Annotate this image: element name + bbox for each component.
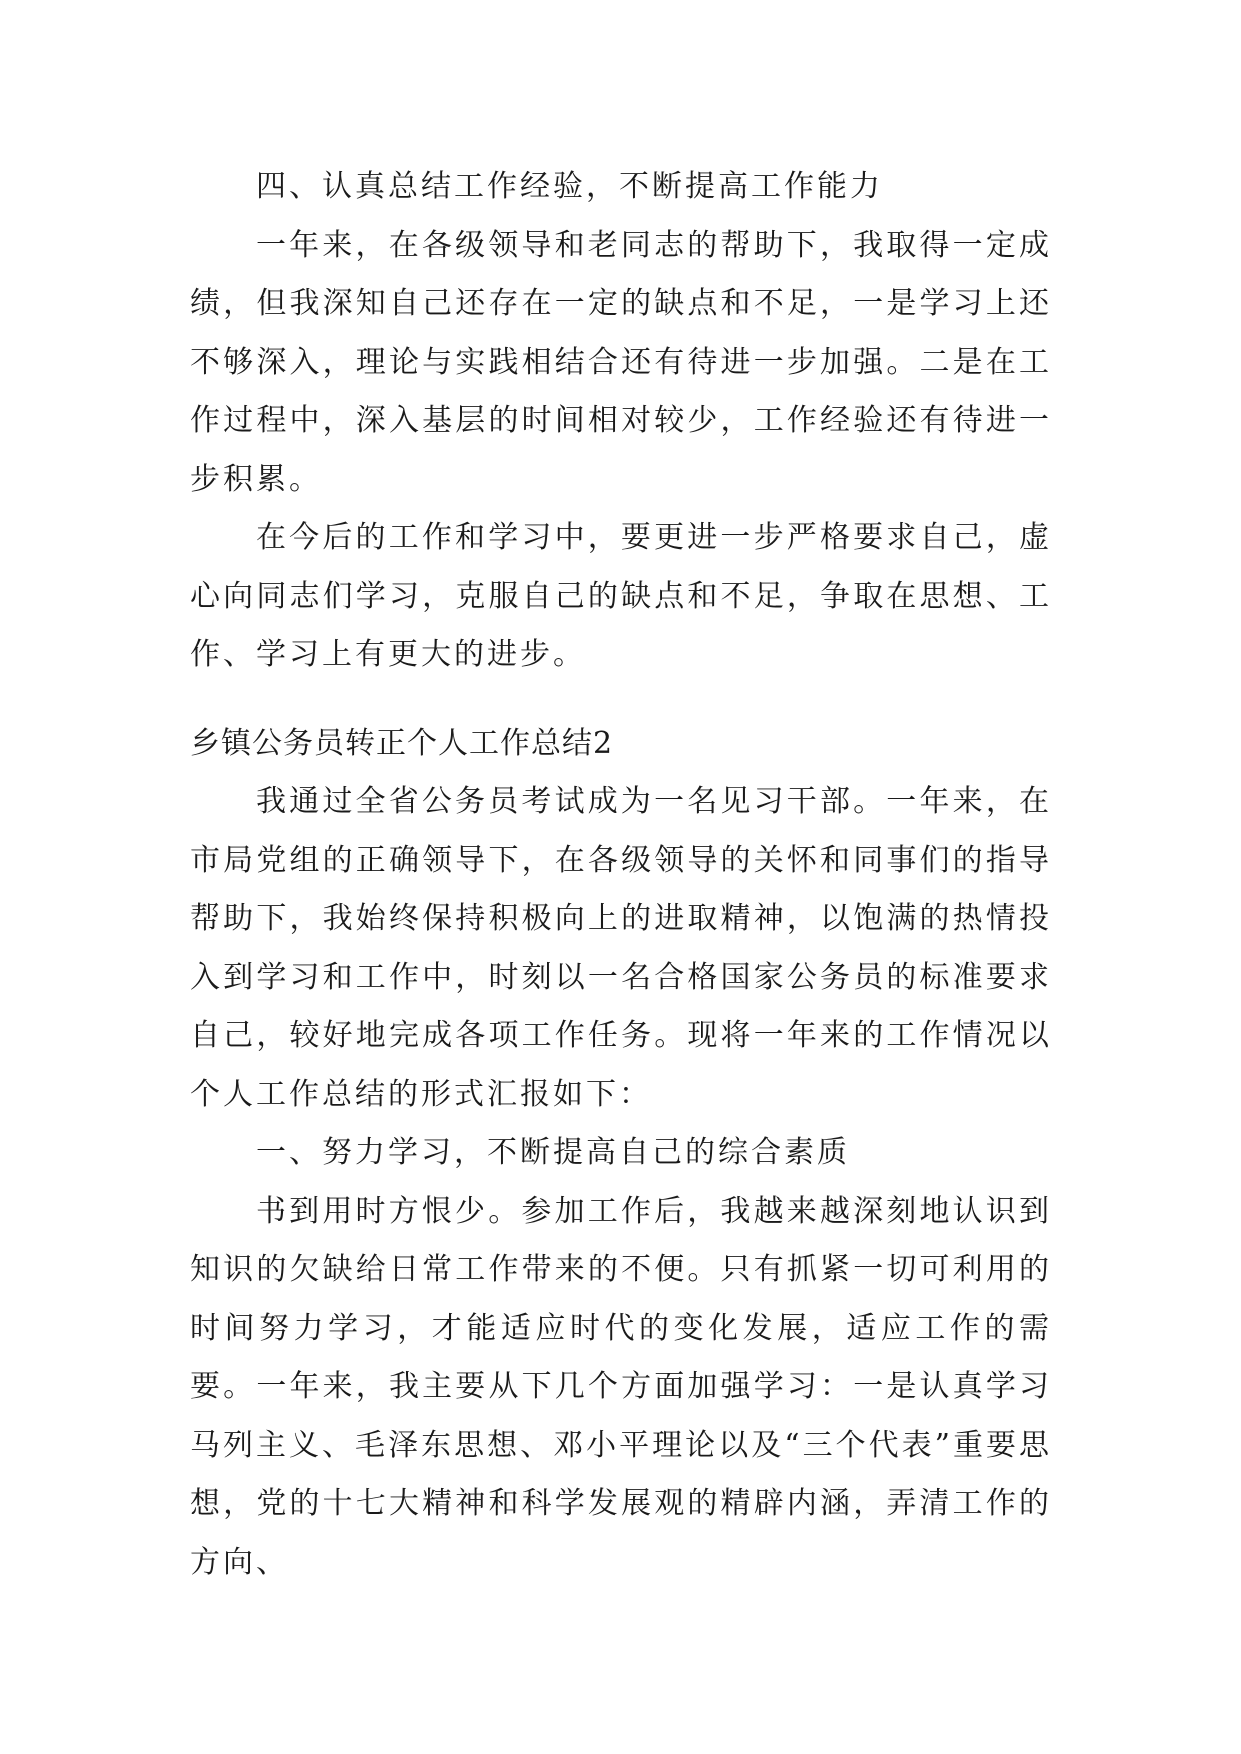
paragraph-introduction: 我通过全省公务员考试成为一名见习干部。一年来，在市局党组的正确领导下，在各级领导的关怀和同事们的指导帮助下，我始终保持积极向上的进取精神，以饱满的热情投入到学习和工作中，时刻以一名合格国家公务员的标准要求自己，较好地完成各项工作任务。现将一年来的工作情况以个人工作总结的形式汇报如下： — [190, 784, 1052, 1112]
document-body — [190, 158, 1052, 1592]
paragraph-shortcomings: 一年来，在各级领导和老同志的帮助下，我取得一定成绩，但我深知自己还存在一定的缺点和不足，一是学习上还不够深入，理论与实践相结合还有待进一步加强。二是在工作过程中，深入基层的时间相对较少，工作经验还有待进一步积累。 — [190, 227, 1052, 497]
paragraph-future-plan: 在今后的工作和学习中，要更进一步严格要求自己，虚心向同志们学习，克服自己的缺点和不足，争取在思想、工作、学习上有更大的进步。 — [190, 520, 1052, 672]
paragraph-study: 书到用时方恨少。参加工作后，我越来越深刻地认识到知识的欠缺给日常工作带来的不便。只有抓紧一切可利用的时间努力学习，才能适应时代的变化发展，适应工作的需要。一年来，我主要从下几个方面加强学习：一是认真学习马列主义、毛泽东思想、邓小平理论以及“三个代表”重要思想，党的十七大精神和科学发展观的精辟内涵，弄清工作的方向、 — [190, 1193, 1052, 1580]
section-heading-4: 四、认真总结工作经验，不断提高工作能力 — [256, 169, 883, 204]
document-title: 乡镇公务员转正个人工作总结2 — [190, 725, 614, 761]
section-heading-1: 一、努力学习，不断提高自己的综合素质 — [256, 1135, 850, 1170]
section-gap — [190, 685, 1052, 715]
